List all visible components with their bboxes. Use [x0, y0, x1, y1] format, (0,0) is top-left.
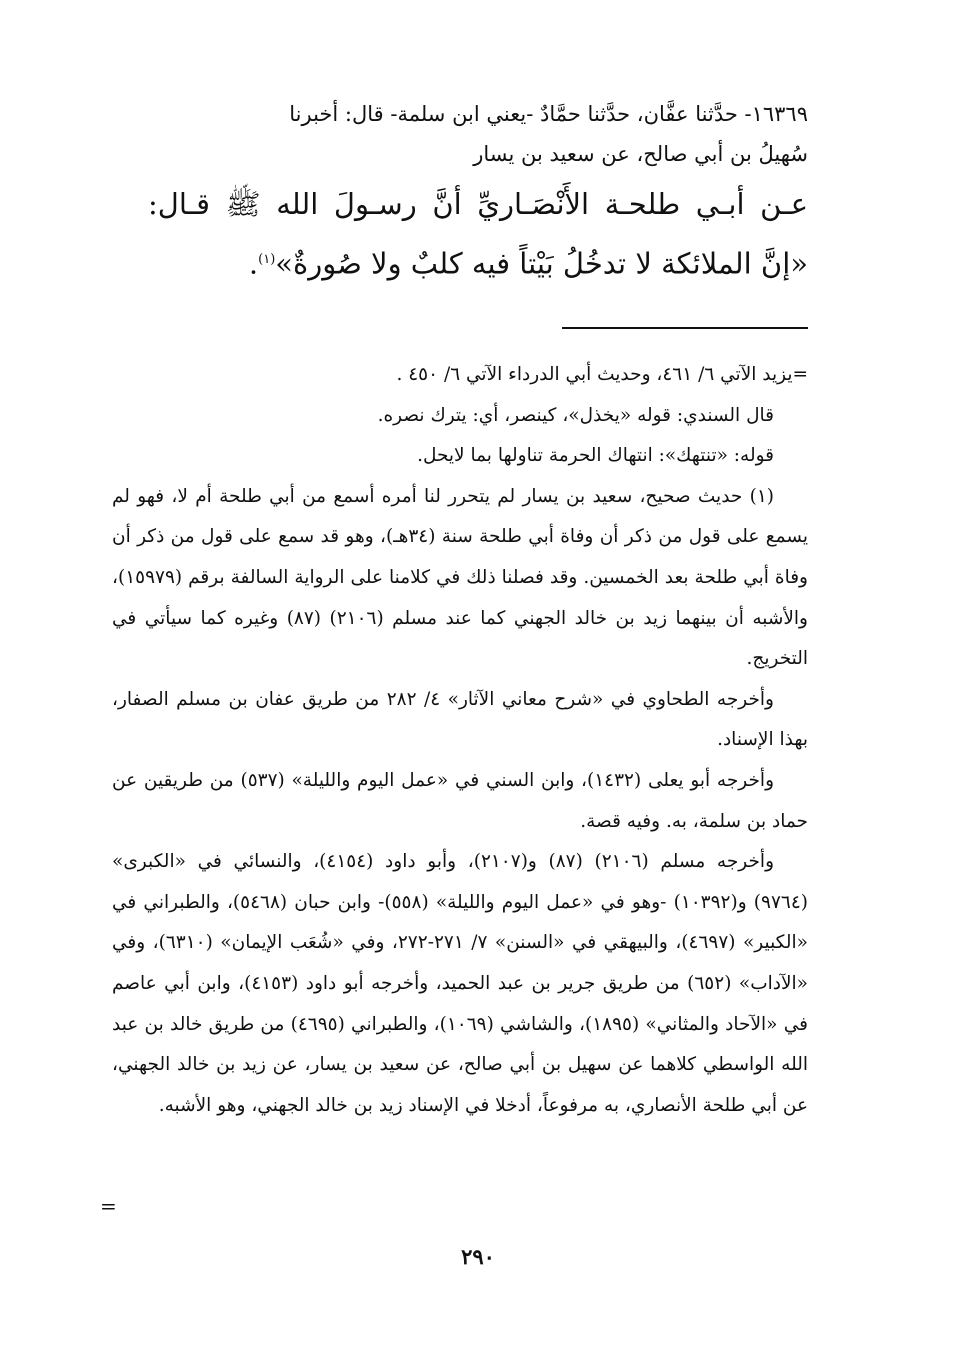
footnote-abuyala: وأخرجه أبو يعلى (١٤٣٢)، وابن السني في «عمل اليوم والليلة» (٥٣٧) من طريقين عن حماد بن سلمة، به. وفيه قصة.: [112, 769, 808, 832]
footnotes: [112, 355, 808, 1126]
hadith-text-line-2: الملائكة لا تدخُلُ بَيْتاً فيه كلبٌ ولا صُورةٌ»: [275, 246, 752, 281]
hadith-block: [148, 94, 808, 292]
footnote-tahawi: وأخرجه الطحاوي في «شرح معاني الآثار» ٤/ ٢٨٢ من طريق عفان بن مسلم الصفار، بهذا الإسناد.: [112, 688, 808, 751]
footnote-1: (١) حديث صحيح، سعيد بن يسار لم يتحرر لنا أمره أسمع من أبي طلحة أم لا، فهو لم يسمع على قول من ذكر أن وفاة أبي طلحة سنة (٣٤هـ)، وهو قد سمع على قول من ذكر أن وفاة أبي طلحة بعد الخمسين. وقد فصلنا ذلك في كلامنا على الرواية السالفة برقم (١٥٩٧٩)، والأشبه أن بينهما زيد بن خالد الجهني كما عند مسلم (٢١٠٦) (٨٧) وغيره كما سيأتي في التخريج.: [112, 485, 809, 670]
footnote-separator: [562, 327, 808, 329]
page-number: ٢٩٠: [461, 1244, 495, 1269]
hadith-end-period: .: [248, 246, 259, 281]
footnote-continuation: =يزيد الآتي ٦/ ٤٦١، وحديث أبي الدرداء الآتي ٦/ ٤٥٠ .: [396, 364, 808, 385]
hadith-chain-line-2: سُهيلُ بن أبي صالح، عن سعيد بن يسار: [473, 142, 808, 166]
footnote-sindi: قال السندي: قوله «يخذل»، كينصر، أي: يترك نصره.: [377, 404, 774, 426]
continuation-mark: =: [100, 1194, 117, 1218]
hadith-text-line-1: عـن أبـي طلحـة الأَنْصَـاريِّ أنَّ رسـولَ الله ﷺ قـال: «إنَّ: [148, 187, 808, 281]
footnote-marker: (١): [258, 252, 276, 267]
hadith-chain-line-1: ١٦٣٦٩- حدَّثنا عفَّان، حدَّثنا حمَّادٌ -يعني ابن سلمة- قال: أخبرنا: [289, 102, 808, 126]
footnote-tantahik: قوله: «تنتهك»: انتهاك الحرمة تناولها بما لايحل.: [417, 445, 774, 467]
footnote-muslim: وأخرجه مسلم (٢١٠٦) (٨٧) و(٢١٠٧)، وأبو داود (٤١٥٤)، والنسائي في «الكبرى» (٩٧٦٤) و(١٠٣٩٢) -وهو في «عمل اليوم والليلة» (٥٥٨)- وابن حبان (٥٤٦٨)، والطبراني في «الكبير» (٤٦٩٧)، والبيهقي في «السنن» ٧/ ٢٧١-٢٧٢، وفي «شُعَب الإيمان» (٦٣١٠)، وفي «الآداب» (٦٥٢) من طريق جرير بن عبد الحميد، وأخرجه أبو داود (٤١٥٣)، وابن أبي عاصم في «الآحاد والمثاني» (١٨٩٥)، والشاشي (١٠٦٩)، والطبراني (٤٦٩٥) من طريق خالد بن عبد الله الواسطي كلاهما عن سهيل بن أبي صالح، عن سعيد بن يسار، عن زيد بن خالد الجهني، عن أبي طلحة الأنصاري، به مرفوعاً، أدخلا في الإسناد زيد بن خالد الجهني، وهو الأشبه.: [112, 851, 808, 1116]
hadith-text: [148, 176, 808, 292]
